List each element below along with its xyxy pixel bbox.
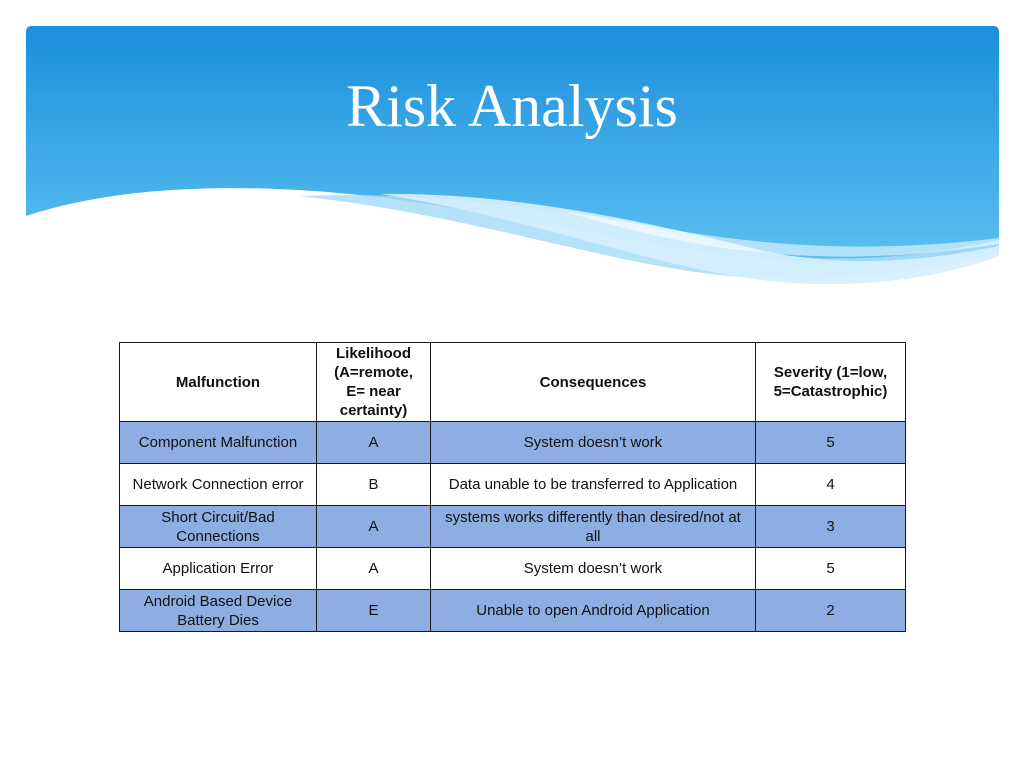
likelihood-cell: A <box>317 422 431 464</box>
table-row <box>120 422 906 464</box>
malfunction-cell: Android Based Device Battery Dies <box>120 590 317 632</box>
column-header-severity: Severity (1=low, 5=Catastrophic) <box>756 343 906 422</box>
table-row <box>120 506 906 548</box>
likelihood-cell: B <box>317 464 431 506</box>
column-header-likelihood: Likelihood (A=remote, E= near certainty) <box>317 343 431 422</box>
severity-cell: 5 <box>756 422 906 464</box>
table-row <box>120 464 906 506</box>
consequences-cell: Data unable to be transferred to Application <box>431 464 756 506</box>
malfunction-cell: Application Error <box>120 548 317 590</box>
consequences-cell: System doesn’t work <box>431 422 756 464</box>
likelihood-cell: A <box>317 548 431 590</box>
column-header-malfunction: Malfunction <box>120 343 317 422</box>
severity-cell: 3 <box>756 506 906 548</box>
table-row <box>120 548 906 590</box>
consequences-cell: Unable to open Android Application <box>431 590 756 632</box>
likelihood-cell: A <box>317 506 431 548</box>
slide-title: Risk Analysis <box>346 73 678 139</box>
table-header-row <box>120 343 906 422</box>
likelihood-cell: E <box>317 590 431 632</box>
header-banner <box>0 0 1024 300</box>
malfunction-cell: Network Connection error <box>120 464 317 506</box>
table-row <box>120 590 906 632</box>
consequences-cell: systems works differently than desired/not at all <box>431 506 756 548</box>
column-header-consequences: Consequences <box>431 343 756 422</box>
risk-analysis-table <box>119 342 906 632</box>
severity-cell: 4 <box>756 464 906 506</box>
consequences-cell: System doesn’t work <box>431 548 756 590</box>
severity-cell: 2 <box>756 590 906 632</box>
malfunction-cell: Component Malfunction <box>120 422 317 464</box>
malfunction-cell: Short Circuit/Bad Connections <box>120 506 317 548</box>
header-wave-graphic <box>0 0 1024 300</box>
severity-cell: 5 <box>756 548 906 590</box>
